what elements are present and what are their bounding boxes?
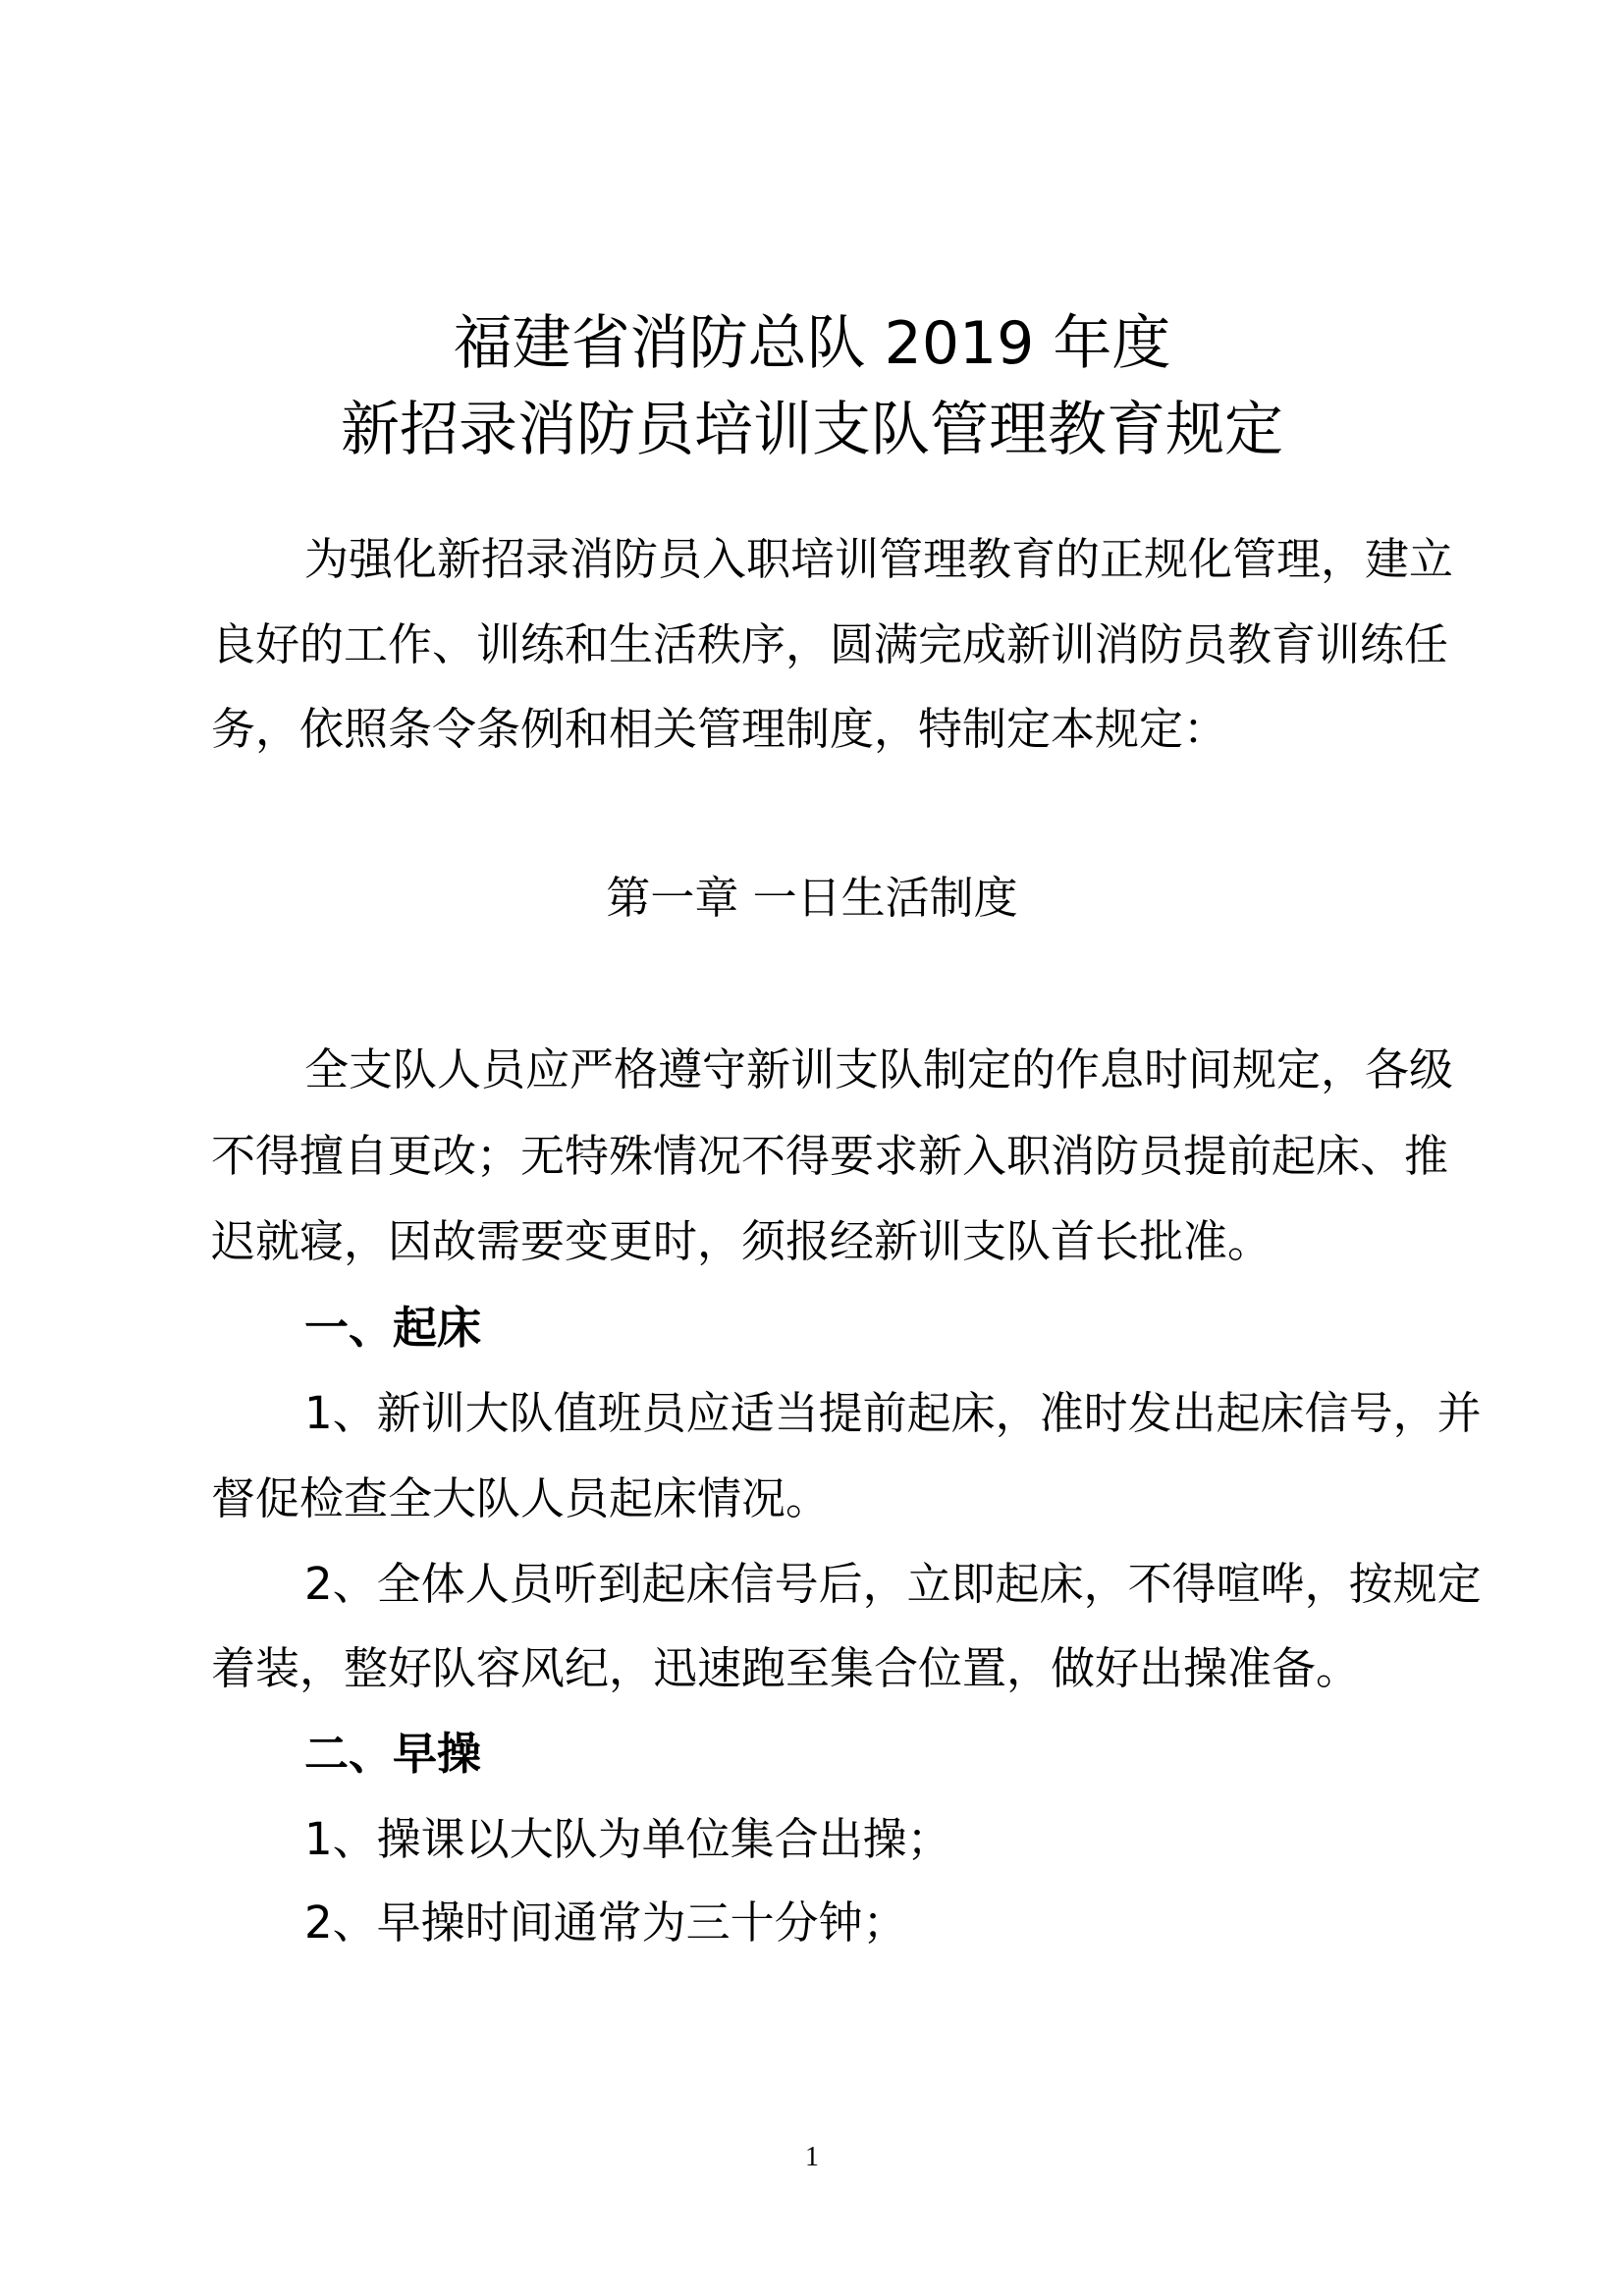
text-line: 务，依照条令条例和相关管理制度，特制定本规定： — [211, 703, 1228, 755]
text-line: 督促检查全大队人员起床情况。 — [211, 1472, 831, 1524]
title-line-1: 福建省消防总队 2019 年度 — [453, 309, 1171, 378]
page-number: 1 — [805, 2142, 819, 2172]
text-line: 全支队人员应严格遵守新训支队制定的作息时间规定，各级 — [304, 1043, 1454, 1095]
text-line: 不得擅自更改；无特殊情况不得要求新入职消防员提前起床、推 — [211, 1130, 1449, 1182]
section-heading: 一、起床 — [304, 1302, 482, 1354]
text-line: 1、操课以大队为单位集合出操； — [304, 1813, 951, 1865]
text-line: 2、全体人员听到起床信号后，立即起床，不得喧哗，按规定 — [304, 1558, 1482, 1610]
text-line: 良好的工作、训练和生活秩序，圆满完成新训消防员教育训练任 — [211, 618, 1449, 670]
text-line: 2、早操时间通常为三十分钟； — [304, 1896, 907, 1949]
title-line-2: 新招录消防员培训支队管理教育规定 — [341, 396, 1283, 464]
chapter-heading: 第一章 一日生活制度 — [606, 872, 1018, 924]
text-line: 1、新训大队值班员应适当提前起床，准时发出起床信号，并 — [304, 1387, 1482, 1439]
text-line: 为强化新招录消防员入职培训管理教育的正规化管理，建立 — [304, 533, 1454, 585]
text-line: 迟就寝，因故需要变更时，须报经新训支队首长批准。 — [211, 1215, 1272, 1267]
text-line: 着装，整好队容风纪，迅速跑至集合位置，做好出操准备。 — [211, 1642, 1361, 1694]
section-heading: 二、早操 — [304, 1728, 482, 1780]
